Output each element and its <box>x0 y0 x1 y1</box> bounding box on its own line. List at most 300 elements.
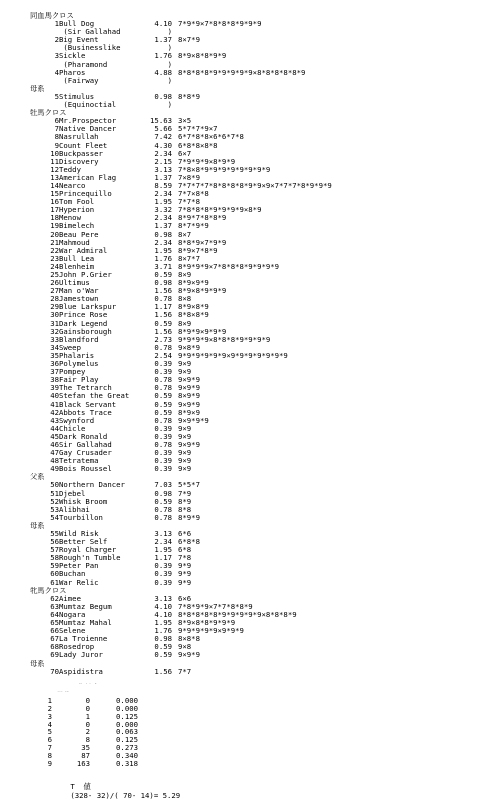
cross-pattern: 8*9*9 <box>178 513 200 522</box>
cross-row <box>30 595 476 603</box>
cross-value: 0.98 <box>154 92 172 101</box>
cross-value: 0.39 <box>154 360 172 369</box>
cross-row <box>30 166 476 174</box>
cross-row <box>30 101 476 109</box>
horse-name: Rough'n Tumble <box>59 554 121 563</box>
horse-name: Better Self <box>59 538 108 547</box>
cross-pattern: 6*7*8*8×6*6*7*8 <box>178 133 244 142</box>
cross-value: 0.39 <box>154 368 172 377</box>
row-number: 44 <box>50 424 59 433</box>
cross-pattern: 3×5 <box>178 117 192 126</box>
section-title: 母系 <box>30 521 45 530</box>
horse-name: Chicle <box>59 424 86 433</box>
cross-pattern: 9×9*9 <box>178 384 200 393</box>
horse-name: Tom Fool <box>59 198 95 207</box>
cross-pattern: 9×9*9*9 <box>178 416 209 425</box>
horse-name: Nasrullah <box>59 133 99 142</box>
cross-pattern: 9*9*9*9*9*9×9*9*9*9*9*9*9 <box>178 351 288 360</box>
cross-value: ) <box>167 76 172 85</box>
cross-value: 5.66 <box>154 125 172 134</box>
row-number: 18 <box>50 214 59 223</box>
cross-value: 0.78 <box>154 295 172 304</box>
horse-name: Royal Charger <box>59 546 117 555</box>
row-number: 58 <box>50 554 59 563</box>
horse-name: Bois Roussel <box>59 465 112 474</box>
cross-row <box>30 376 476 384</box>
cross-pattern: 9*9 <box>178 578 192 587</box>
horse-name: Swynford <box>59 416 95 425</box>
horse-name: War Admiral <box>59 246 108 255</box>
generation: 1 <box>47 696 52 705</box>
pedigree-report <box>30 2 476 800</box>
cross-pattern: 7*7 <box>178 667 192 676</box>
cross-value: 0.39 <box>154 457 172 466</box>
cross-pattern: 7*9*9*9×8*9*9 <box>178 157 236 166</box>
cross-value: 2.34 <box>154 214 172 223</box>
cross-row <box>30 554 476 562</box>
row-number: 29 <box>50 303 59 312</box>
cross-pattern: 8*9×8*9 <box>178 303 209 312</box>
cross-pattern: 6×7 <box>178 149 192 158</box>
cross-row <box>30 336 476 344</box>
cross-row <box>30 311 476 319</box>
row-number: 68 <box>50 643 59 652</box>
row-number: 10 <box>50 149 59 158</box>
cross-row <box>30 344 476 352</box>
horse-name: Aimee <box>59 594 81 603</box>
generation: 8 <box>47 752 52 760</box>
horse-name: Abbots Trace <box>59 408 112 417</box>
row-number: 56 <box>50 538 59 547</box>
summary-table <box>30 676 476 800</box>
horse-name: Djebel <box>59 489 86 498</box>
cross-value: 2.15 <box>154 157 172 166</box>
cross-row <box>30 231 476 239</box>
cross-pattern: 8*9×8*8*9*9*9 <box>178 619 236 628</box>
cross-pattern: 8*9*7*8*8*9 <box>178 214 227 223</box>
row-number: 28 <box>50 295 59 304</box>
generation: 9 <box>47 760 52 768</box>
cross-row <box>30 360 476 368</box>
cross-pattern: 9×9*9 <box>178 440 200 449</box>
horse-name: Phalaris <box>59 351 95 360</box>
horse-name: Tetratema <box>59 457 99 466</box>
cross-row <box>30 255 476 263</box>
cross-value: 8.59 <box>154 181 172 190</box>
cross-value: 7.03 <box>154 481 172 490</box>
k-value: 0.000 <box>116 720 138 729</box>
k-value: 0.000 <box>116 704 138 713</box>
k-value: 0.125 <box>116 736 138 745</box>
cross-pattern: 9×9 <box>178 432 192 441</box>
horse-name: Mumtaz Begum <box>59 602 112 611</box>
horse-name: Ultimus <box>59 279 90 288</box>
cross-pattern: 8*9*9×9*9*9 <box>178 327 227 336</box>
cross-pattern: 5*7*7*9×7 <box>178 125 218 134</box>
row-number: 25 <box>50 271 59 279</box>
row-number: 70 <box>50 667 59 676</box>
row-number: 51 <box>50 489 59 498</box>
horse-name: Lady Juror <box>59 651 103 660</box>
horse-name: Buchan <box>59 570 86 579</box>
cross-value: 4.10 <box>154 610 172 619</box>
horse-name: Bull Lea <box>59 254 95 263</box>
summary-row <box>30 721 476 729</box>
cross-pattern: 7*8×8*9*9*9*9*9*9*9*9 <box>178 165 271 174</box>
row-number: 14 <box>50 181 59 190</box>
cross-pattern: 9×9*9 <box>178 376 200 385</box>
cross-row <box>30 441 476 449</box>
cross-value: 2.34 <box>154 538 172 547</box>
cross-value: 0.98 <box>154 279 172 288</box>
row-number: 1 <box>54 20 59 29</box>
total: 87 <box>81 752 90 760</box>
cross-row <box>30 328 476 336</box>
row-number: 6 <box>54 117 59 126</box>
row-number: 12 <box>50 165 59 174</box>
cross-pattern: 8*8 <box>178 505 192 514</box>
horse-name: (Equinoctial <box>59 101 117 110</box>
k-value: 0.318 <box>116 760 138 768</box>
cross-row <box>30 562 476 570</box>
cross-value: 4.10 <box>154 602 172 611</box>
row-number: 30 <box>50 311 59 320</box>
cross-pattern: 8*9 <box>178 497 192 506</box>
cross-value: 0.39 <box>154 570 172 579</box>
horse-name: American Flag <box>59 173 117 182</box>
cross-pattern: 8*8*8*8*8*9*9*9*9*9×8*8*8*9 <box>178 610 297 619</box>
horse-name: Peter Pan <box>59 562 99 571</box>
cross-pattern: 9×9 <box>178 368 192 377</box>
cross-value: 1.76 <box>154 52 172 61</box>
horse-name: Menow <box>59 214 81 223</box>
horse-name: Big Event <box>59 36 99 45</box>
cross-row <box>30 409 476 417</box>
generation: 4 <box>47 720 52 729</box>
row-number: 50 <box>50 481 59 490</box>
horse-name: Mahmoud <box>59 238 90 247</box>
cross-row <box>30 320 476 328</box>
cross-value: 3.13 <box>154 165 172 174</box>
row-number: 37 <box>50 368 59 377</box>
cross-row <box>30 61 476 69</box>
cross-row <box>30 271 476 279</box>
cross-value: 0.78 <box>154 416 172 425</box>
horse-name: Nogara <box>59 610 86 619</box>
row-number: 61 <box>50 578 59 587</box>
horse-name: The Tetrarch <box>59 384 112 393</box>
horse-name: Selene <box>59 627 86 636</box>
horse-name: (Sir Gallahad <box>59 28 121 37</box>
horse-name: Northern Dancer <box>59 481 125 490</box>
cross-value: 2.34 <box>154 190 172 199</box>
cross-row <box>30 263 476 271</box>
row-number: 52 <box>50 497 59 506</box>
row-number: 49 <box>50 465 59 474</box>
cross-pattern: 8×7 <box>178 230 192 239</box>
cross-row <box>30 538 476 546</box>
cross-row <box>30 52 476 60</box>
generation: 5 <box>47 728 52 737</box>
cross-value: 0.78 <box>154 376 172 385</box>
row-number: 8 <box>54 133 59 142</box>
row-number: 53 <box>50 505 59 514</box>
horse-name: Blue Larkspur <box>59 303 117 312</box>
cross-row <box>30 651 476 659</box>
cross-pattern: 9*9*9*9*9×9*9*9 <box>178 627 244 636</box>
row-number: 34 <box>50 343 59 352</box>
cross-value: 4.88 <box>154 68 172 77</box>
cross-pattern: 8*8×8*9 <box>178 311 209 320</box>
cross-row <box>30 392 476 400</box>
t-value-line <box>30 773 476 800</box>
cross-row <box>30 457 476 465</box>
cross-pattern: 9*9 <box>178 570 192 579</box>
cross-value: 2.54 <box>154 351 172 360</box>
cross-row <box>30 206 476 214</box>
cross-row <box>30 530 476 538</box>
horse-name: Alibhai <box>59 505 90 514</box>
horse-name: Wild Risk <box>59 530 99 538</box>
cross-row <box>30 36 476 44</box>
summary-row <box>30 736 476 744</box>
total: 0 <box>85 696 90 705</box>
cross-value: ) <box>167 44 172 53</box>
row-number: 59 <box>50 562 59 571</box>
row-number: 20 <box>50 230 59 239</box>
cross-value: 1.95 <box>154 246 172 255</box>
cross-value: 2.34 <box>154 238 172 247</box>
cross-value: 1.37 <box>154 173 172 182</box>
row-number: 11 <box>50 157 59 166</box>
cross-value: 0.39 <box>154 432 172 441</box>
cross-pattern: 8*9×8*8*9*9 <box>178 52 227 61</box>
cross-value: 0.39 <box>154 578 172 587</box>
horse-name: (Fairway <box>59 76 99 85</box>
horse-name: Man o'War <box>59 287 99 296</box>
summary-rows <box>30 697 476 768</box>
cross-row <box>30 643 476 651</box>
cross-pattern: 8×9 <box>178 271 192 279</box>
k-value: 0.340 <box>116 752 138 760</box>
t-value-formula: (328- 32)/( 70- 14)= 5.29 <box>70 790 181 800</box>
cross-row <box>30 174 476 182</box>
cross-pattern: 5*5*7 <box>178 481 200 490</box>
horse-name: Pompey <box>59 368 86 377</box>
row-number: 32 <box>50 327 59 336</box>
cross-value: 0.78 <box>154 505 172 514</box>
cross-row <box>30 28 476 36</box>
horse-name: Tourbillon <box>59 513 103 522</box>
horse-name: Bimelech <box>59 222 95 231</box>
cross-row <box>30 368 476 376</box>
cross-row <box>30 247 476 255</box>
section-title: 牝馬クロス <box>30 586 67 595</box>
cross-pattern: 8*8*9×7*9*9 <box>178 238 227 247</box>
row-number: 7 <box>54 125 59 134</box>
cross-row <box>30 352 476 360</box>
cross-row <box>30 506 476 514</box>
cross-row <box>30 570 476 578</box>
cross-value: 1.56 <box>154 327 172 336</box>
cross-row <box>30 579 476 587</box>
row-number: 13 <box>50 173 59 182</box>
horse-name: War Relic <box>59 578 99 587</box>
row-number: 2 <box>54 36 59 45</box>
cross-row <box>30 287 476 295</box>
cross-pattern: 7*8 <box>178 554 192 563</box>
cross-value: 1.95 <box>154 198 172 207</box>
cross-value: 0.59 <box>154 643 172 652</box>
cross-value: 1.95 <box>154 546 172 555</box>
horse-name: Dark Ronald <box>59 432 108 441</box>
cross-pattern: 7*7*7*7*8*8*8*8*9*9×9×7*7*7*8*9*9*9 <box>178 181 332 190</box>
cross-value: 2.73 <box>154 335 172 344</box>
cross-pattern: 8*9×8*9*9*9 <box>178 287 227 296</box>
horse-name: Mr.Prospector <box>59 117 117 126</box>
cross-sections <box>30 12 476 676</box>
cross-pattern: 8*7*9*9 <box>178 222 209 231</box>
cross-pattern: 6*8*8 <box>178 538 200 547</box>
cross-value: 1.76 <box>154 627 172 636</box>
report-header <box>30 2 476 12</box>
summary-row <box>30 728 476 736</box>
horse-name: Discovery <box>59 157 99 166</box>
horse-name: John P.Grier <box>59 271 112 279</box>
horse-name: Jamestown <box>59 295 99 304</box>
row-number: 43 <box>50 416 59 425</box>
cross-value: 0.59 <box>154 408 172 417</box>
cross-pattern: 8*9×9 <box>178 408 200 417</box>
cross-value: 0.98 <box>154 489 172 498</box>
row-number: 27 <box>50 287 59 296</box>
cross-pattern: 9*9 <box>178 562 192 571</box>
cross-row <box>30 69 476 77</box>
cross-value: 1.17 <box>154 554 172 563</box>
total: 0 <box>85 704 90 713</box>
cross-pattern: 9×9 <box>178 465 192 474</box>
cross-pattern: 9*9*9*9×8*8*8*9*9*9*9 <box>178 335 271 344</box>
horse-name: Hyperion <box>59 206 95 215</box>
cross-row <box>30 401 476 409</box>
cross-row <box>30 417 476 425</box>
horse-name: Blenheim <box>59 262 95 271</box>
cross-row <box>30 668 476 676</box>
cross-pattern: 7*9*9×7*8*8*8*9*9*9 <box>178 20 262 29</box>
horse-name: Polymelus <box>59 360 99 369</box>
cross-value: 3.71 <box>154 262 172 271</box>
cross-pattern: 7*8*8*8*9*9*9*9×8*9 <box>178 206 262 215</box>
total: 0 <box>85 720 90 729</box>
horse-name: Teddy <box>59 165 81 174</box>
section-title: 母系 <box>30 84 45 93</box>
cross-row <box>30 611 476 619</box>
summary-row <box>30 752 476 760</box>
horse-name: Buckpasser <box>59 149 103 158</box>
cross-row <box>30 295 476 303</box>
k-value: 0.000 <box>116 696 138 705</box>
row-number: 57 <box>50 546 59 555</box>
horse-name: Stefan the Great <box>59 392 130 401</box>
horse-name: Beau Pere <box>59 230 99 239</box>
cross-row <box>30 182 476 190</box>
cross-value: 1.76 <box>154 254 172 263</box>
cross-value: 0.59 <box>154 392 172 401</box>
cross-pattern: 6×6 <box>178 594 192 603</box>
cross-row <box>30 603 476 611</box>
horse-name: Rosedrop <box>59 643 95 652</box>
cross-row <box>30 619 476 627</box>
cross-pattern: 8×9 <box>178 319 192 328</box>
cross-row <box>30 142 476 150</box>
cross-value: 0.59 <box>154 400 172 409</box>
generation: 7 <box>47 744 52 753</box>
cross-row <box>30 546 476 554</box>
cross-pattern: 8×8 <box>178 295 192 304</box>
row-number: 39 <box>50 384 59 393</box>
row-number: 15 <box>50 190 59 199</box>
horse-name: Gay Crusader <box>59 449 112 458</box>
total: 2 <box>85 728 90 737</box>
horse-name: Princequillo <box>59 190 112 199</box>
cross-value: ) <box>167 101 172 110</box>
row-number: 45 <box>50 432 59 441</box>
cross-pattern: 8*8*9 <box>178 92 200 101</box>
row-number: 24 <box>50 262 59 271</box>
horse-name: Gainsborough <box>59 327 112 336</box>
cross-pattern: 9×9 <box>178 449 192 458</box>
section-title: 母系 <box>30 659 45 668</box>
cross-pattern: 7×8*9 <box>178 173 200 182</box>
horse-name: Mumtaz Mahal <box>59 619 112 628</box>
row-number: 60 <box>50 570 59 579</box>
cross-pattern: 8×9*9 <box>178 392 200 401</box>
cross-value: 1.56 <box>154 667 172 676</box>
cross-value: 0.39 <box>154 465 172 474</box>
horse-name: Dark Legend <box>59 319 108 328</box>
generation: 3 <box>47 712 52 721</box>
horse-name: La Troienne <box>59 635 108 644</box>
cross-pattern: 8*9×9*9 <box>178 279 209 288</box>
cross-row <box>30 465 476 473</box>
cross-row <box>30 433 476 441</box>
cross-row <box>30 239 476 247</box>
cross-value: 2.34 <box>154 149 172 158</box>
horse-name: Sir Gallahad <box>59 440 112 449</box>
row-number: 5 <box>54 92 59 101</box>
cross-value: 0.59 <box>154 271 172 279</box>
horse-name: Stimulus <box>59 92 95 101</box>
cross-row <box>30 627 476 635</box>
horse-name: Whisk Broom <box>59 497 108 506</box>
row-number: 40 <box>50 392 59 401</box>
row-number: 63 <box>50 602 59 611</box>
horse-name: Fair Play <box>59 376 99 385</box>
cross-value: 0.98 <box>154 635 172 644</box>
row-number: 38 <box>50 376 59 385</box>
cross-row <box>30 635 476 643</box>
row-number: 47 <box>50 449 59 458</box>
row-number: 55 <box>50 530 59 538</box>
cross-pattern: 8×7*9 <box>178 36 200 45</box>
summary-header-row <box>30 684 476 692</box>
cross-row <box>30 425 476 433</box>
row-number: 19 <box>50 222 59 231</box>
row-number: 4 <box>54 68 59 77</box>
horse-name: Blandford <box>59 335 99 344</box>
total: 8 <box>85 736 90 745</box>
cross-pattern: 6*8 <box>178 546 192 555</box>
